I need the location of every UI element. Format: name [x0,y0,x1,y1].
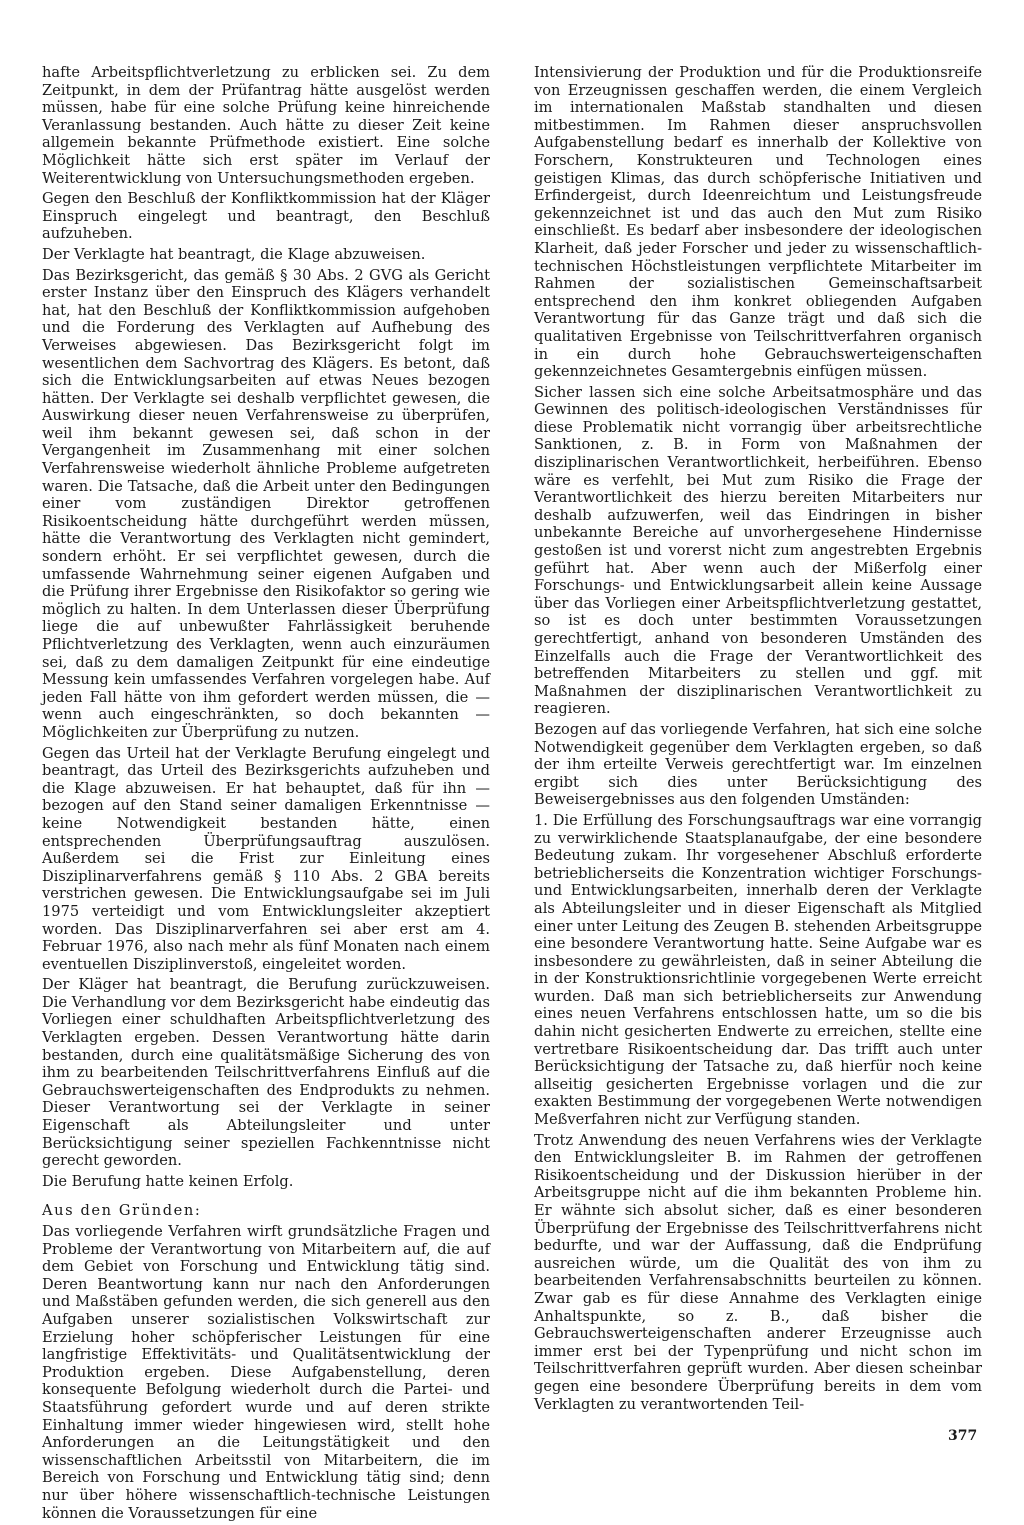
paragraph: Der Kläger hat beantragt, die Berufung zurückzuweisen. Die Verhandlung vor dem Bezirksgericht habe eindeutig das Vorliegen einer schuldhaften Arbeitspflichtverletzung des Verklagten ergeben. Dessen Verantwortung hätte darin bestanden, durch eine qualitätsmäßige Sicherung des von ihm zu bearbeitenden Teilschrittverfahrens Einfluß auf die Gebrauchswerteigenschaften des Endprodukts zu nehmen. Dieser Verantwortung sei der Verklagte in seiner Eigenschaft als Abteilungsleiter und unter Berücksichtigung seiner speziellen Fachkenntnisse nicht gerecht geworden. [42,976,490,1170]
paragraph: Sicher lassen sich eine solche Arbeitsatmosphäre und das Gewinnen des politisch-ideologischen Verständnisses für diese Problematik nicht vorrangig über arbeitsrechtliche Sanktionen, z. B. in Form von Maßnahmen der disziplinarischen Verantwortlichkeit, herbeiführen. Ebenso wäre es verfehlt, bei Mut zum Risiko die Frage der Verantwortlichkeit des hierzu bereiten Mitarbeiters nur deshalb aufzuwerfen, weil das Eindringen in bisher unbekannte Bereiche auf unvorhergesehene Hindernisse gestoßen ist und vorerst nicht zum angestrebten Ergebnis geführt hat. Aber wenn auch der Mißerfolg einer Forschungs- und Entwicklungsarbeit allein keine Aussage über das Vorliegen einer Arbeitspflichtverletzung gestattet, so ist es doch unter bestimmten Voraussetzungen gerechtfertigt, anhand von besonderen Umständen des Einzelfalls auch die Frage der Verantwortlichkeit des betreffenden Mitarbeiters zu stellen und ggf. mit Maßnahmen der disziplinarischen Verantwortlichkeit zu reagieren. [534,383,982,718]
section-heading: Aus den Gründen: [42,1202,202,1220]
paragraph: Die Berufung hatte keinen Erfolg. [42,1172,294,1190]
right-column [534,64,982,1416]
page-number: 377 [948,1428,978,1444]
paragraph: Der Verklagte hat beantragt, die Klage abzuweisen. [42,245,426,263]
left-column [42,64,490,1525]
paragraph: Gegen das Urteil hat der Verklagte Berufung eingelegt und beantragt, das Urteil des Bezirksgerichts aufzuheben und die Klage abzuweisen. Er hat behauptet, daß für ihn — bezogen auf den Stand seiner damaligen Erkenntnisse — keine Notwendigkeit bestanden hätte, einen entsprechenden Überprüfungsauftrag auszulösen. Außerdem sei die Frist zur Einleitung eines Disziplinarverfahrens gemäß § 110 Abs. 2 GBA bereits verstrichen gewesen. Die Entwicklungsaufgabe sei im Juli 1975 verteidigt und vom Entwicklungsleiter akzeptiert worden. Das Disziplinarverfahren sei aber erst am 4. Februar 1976, also nach mehr als fünf Monaten nach einem eventuellen Disziplinverstoß, eingeleitet worden. [42,744,490,973]
paragraph: Das Bezirksgericht, das gemäß § 30 Abs. 2 GVG als Gericht erster Instanz über den Einspruch des Klägers verhandelt hat, hat den Beschluß der Konfliktkommission aufgehoben und die Forderung des Verklagten auf Aufhebung des Verweises abgewiesen. Das Bezirksgericht folgt im wesentlichen dem Sachvortrag des Klägers. Es betont, daß sich die Entwicklungsarbeiten auf etwas Neues bezogen hätten. Der Verklagte sei deshalb verpflichtet gewesen, die Auswirkung dieser neuen Verfahrensweise zu überprüfen, weil ihm bekannt gewesen sei, daß schon in der Vergangenheit im Zusammenhang mit einer solchen Verfahrensweise wiederholt ähnliche Probleme aufgetreten waren. Die Tatsache, daß die Arbeit unter den Bedingungen einer vom zuständigen Direktor getroffenen Risikoentscheidung hätte durchgeführt werden müssen, hätte die Verantwortung des Verklagten nicht gemindert, sondern erhöht. Er sei verpflichtet gewesen, durch die umfassende Wahrnehmung seiner eigenen Aufgaben und die Prüfung ihrer Ergebnisse den Risikofaktor so gering wie möglich zu halten. In dem Unterlassen dieser Überprüfung liege die auf unbewußter Fahrlässigkeit beruhende Pflichtverletzung des Verklagten, wenn auch einzuräumen sei, daß zu dem damaligen Zeitpunkt für eine eindeutige Messung kein umfassendes Verfahren vorgelegen habe. Auf jeden Fall hätte von ihm gefordert werden müssen, die — wenn auch eingeschränkten, so doch bekannten — Möglichkeiten zur Überprüfung zu nutzen. [42,266,490,741]
paragraph: Trotz Anwendung des neuen Verfahrens wies der Verklagte den Entwicklungsleiter B. im Rahmen der getroffenen Risikoentscheidung und der Diskussion hierüber in der Arbeitsgruppe nicht auf die ihm bekannten Probleme hin. Er wähnte sich absolut sicher, daß es einer besonderen Überprüfung der Ergebnisse des Teilschrittverfahrens nicht bedurfte, und war der Auffassung, daß die Endprüfung ausreichen würde, um die Qualität des von ihm zu bearbeitenden Verfahrensabschnitts beurteilen zu können. Zwar gab es für diese Annahme des Verklagten einige Anhaltspunkte, so z. B., daß bisher die Gebrauchswerteigenschaften anderer Erzeugnisse auch immer erst bei der Typenprüfung und nicht schon im Teilschrittverfahren geprüft wurden. Aber diesen scheinbar gegen eine besondere Überprüfung bereits in dem vom Verklagten zu verantwortenden Teil- [534,1131,982,1413]
paragraph: hafte Arbeitspflichtverletzung zu erblicken sei. Zu dem Zeitpunkt, in dem der Prüfantrag hätte ausgelöst werden müssen, habe für eine solche Prüfung keine hinreichende Veranlassung bestanden. Auch hätte zu dieser Zeit keine allgemein bekannte Prüfmethode existiert. Eine solche Möglichkeit hätte sich erst später im Verlauf der Weiterentwicklung von Untersuchungsmethoden ergeben. [42,64,490,187]
paragraph: Gegen den Beschluß der Konfliktkommission hat der Kläger Einspruch eingelegt und beantragt, den Beschluß aufzuheben. [42,190,490,243]
paragraph: Das vorliegende Verfahren wirft grundsätzliche Fragen und Probleme der Verantwortung von Mitarbeitern auf, die auf dem Gebiet von Forschung und Entwicklung tätig sind. Deren Beantwortung kann nur nach den Anforderungen und Maßstäben gefunden werden, die sich generell aus den Aufgaben unserer sozialistischen Volkswirtschaft zur Erzielung hoher schöpferischer Leistungen für eine langfristige Effektivitäts- und Qualitätsentwicklung der Produktion ergeben. Diese Aufgabenstellung, deren konsequente Befolgung wiederholt durch die Partei- und Staatsführung gefordert wurde und auf deren strikte Einhaltung immer wieder hingewiesen wird, stellt hohe Anforderungen an die Leitungstätigkeit und den wissenschaftlichen Arbeitsstil von Mitarbeitern, die im Bereich von Forschung und Entwicklung tätig sind; denn nur über höhere wissenschaftlich-technische Leistungen können die Voraussetzungen für eine [42,1223,490,1522]
paragraph: Bezogen auf das vorliegende Verfahren, hat sich eine solche Notwendigkeit gegenüber dem Verklagten ergeben, so daß der ihm erteilte Verweis gerechtfertigt war. Im einzelnen ergibt sich dies unter Berücksichtigung des Beweisergebnisses aus den folgenden Umständen: [534,720,982,809]
paragraph: Intensivierung der Produktion und für die Produktionsreife von Erzeugnissen geschaffen werden, die einem Vergleich im internationalen Maßstab standhalten und diesen mitbestimmen. Im Rahmen dieser anspruchsvollen Aufgabenstellung bedarf es innerhalb der Kollektive von Forschern, Konstrukteuren und Technologen eines geistigen Klimas, das durch schöpferische Initiativen und Erfindergeist, durch Ideenreichtum und Leistungsfreude gekennzeichnet ist und das auch den Mut zum Risiko einschließt. Es bedarf aber insbesondere der ideologischen Klarheit, daß jeder Forscher und jeder zu wissenschaftlich-technischen Höchstleistungen verpflichtete Mitarbeiter im Rahmen der sozialistischen Gemeinschaftsarbeit entsprechend den ihm konkret obliegenden Aufgaben Verantwortung für das Ganze trägt und daß sich die qualitativen Ergebnisse von Teilschrittverfahren organisch in ein durch hohe Gebrauchswerteigenschaften gekennzeichnetes Gesamtergebnis einfügen müssen. [534,64,982,381]
paragraph: 1. Die Erfüllung des Forschungsauftrags war eine vorrangig zu verwirklichende Staatsplanaufgabe, der eine besondere Bedeutung zukam. Ihr vorgesehener Abschluß erforderte betrieblicherseits die Konzentration wichtiger Forschungs- und Entwicklungsarbeiten, innerhalb deren der Verklagte als Abteilungsleiter und in dieser Eigenschaft als Mitglied einer unter Leitung des Zeugen B. stehenden Arbeitsgruppe eine besondere Verantwortung hatte. Seine Aufgabe war es insbesondere zu gewährleisten, daß in seiner Abteilung die in der Konstruktionsrichtlinie vorgegebenen Werte erreicht wurden. Daß man sich betrieblicherseits zur Anwendung eines neuen Verfahrens entschlossen hatte, um so die bis dahin nicht gesicherten Endwerte zu erreichen, stellte eine vertretbare Risikoentscheidung dar. Das trifft auch unter Berücksichtigung der Tatsache zu, daß hierfür noch keine allseitig gesicherten Ergebnisse vorlagen und die zur exakten Bestimmung der vorgegebenen Werte notwendigen Meßverfahren nicht zur Verfügung standen. [534,811,982,1129]
